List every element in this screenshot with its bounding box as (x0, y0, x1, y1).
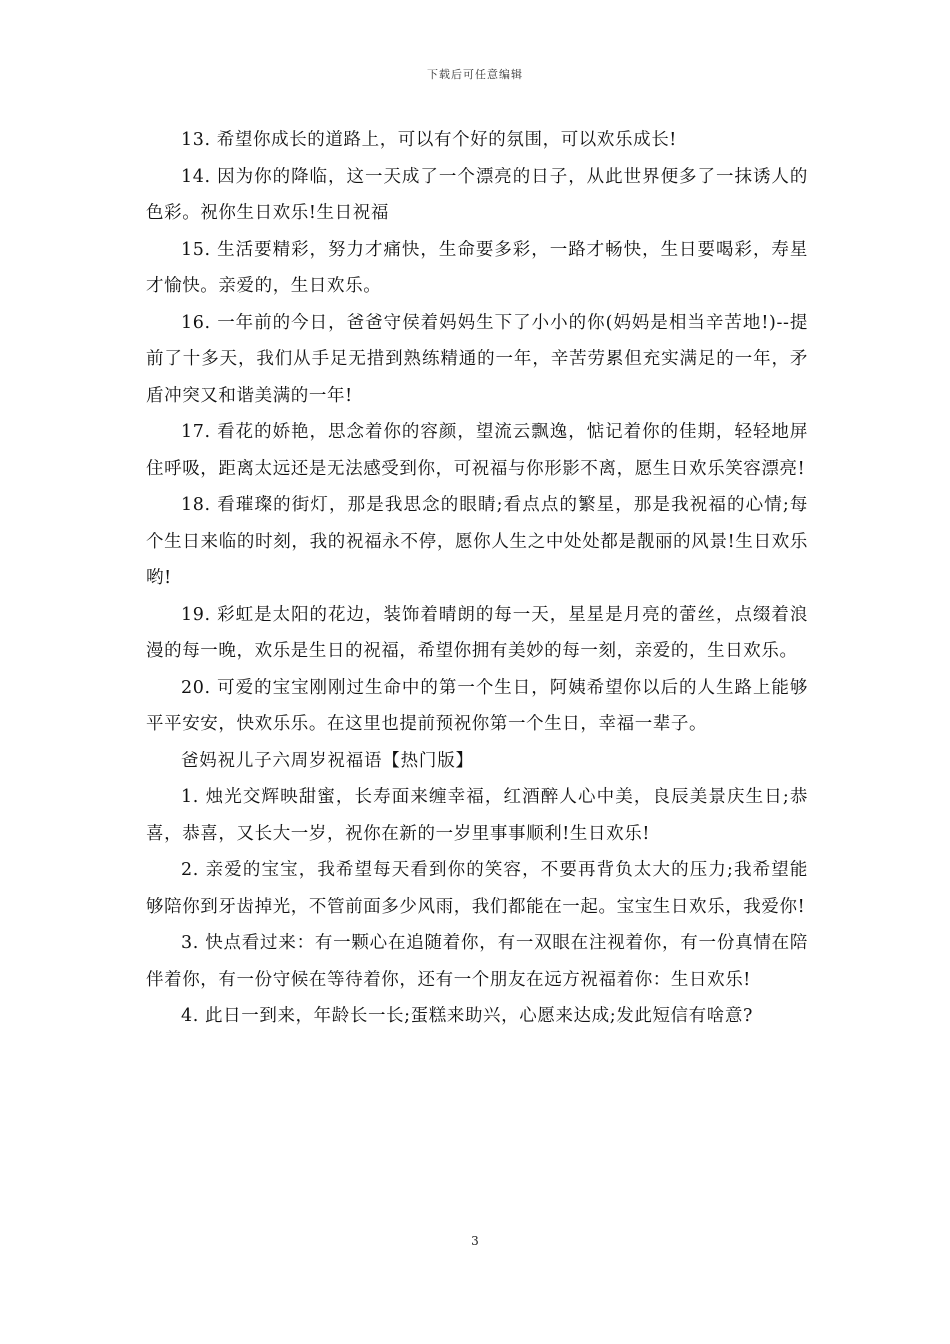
paragraph-14: 14. 因为你的降临，这一天成了一个漂亮的日子，从此世界便多了一抹诱人的色彩。祝你生日欢乐!生日祝福 (146, 166, 808, 223)
page-header: 下载后可任意编辑 (427, 68, 523, 81)
document-body (146, 122, 808, 1035)
section-heading: 爸妈祝儿子六周岁祝福语【热门版】 (181, 750, 474, 771)
paragraph-20: 20. 可爱的宝宝刚刚过生命中的第一个生日，阿姨希望你以后的人生路上能够平平安安，快欢乐乐。在这里也提前预祝你第一个生日，幸福一辈子。 (146, 677, 808, 734)
paragraph-19: 19. 彩虹是太阳的花边，装饰着晴朗的每一天，星星是月亮的蕾丝，点缀着浪漫的每一晚，欢乐是生日的祝福，希望你拥有美妙的每一刻，亲爱的，生日欢乐。 (146, 604, 808, 661)
paragraph-17: 17. 看花的娇艳，思念着你的容颜，望流云飘逸，惦记着你的佳期，轻轻地屏住呼吸，距离太远还是无法感受到你，可祝福与你形影不离，愿生日欢乐笑容漂亮! (146, 422, 808, 479)
paragraph-15: 15. 生活要精彩，努力才痛快，生命要多彩，一路才畅快，生日要喝彩，寿星才愉快。亲爱的，生日欢乐。 (146, 239, 808, 296)
paragraph-16: 16. 一年前的今日，爸爸守侯着妈妈生下了小小的你(妈妈是相当辛苦地!)--提前了十多天，我们从手足无措到熟练精通的一年，辛苦劳累但充实满足的一年，矛盾冲突又和谐美满的一年! (146, 312, 808, 406)
paragraph-2: 2. 亲爱的宝宝，我希望每天看到你的笑容，不要再背负太大的压力;我希望能够陪你到牙齿掉光，不管前面多少风雨，我们都能在一起。宝宝生日欢乐，我爱你! (146, 860, 808, 917)
paragraph-18: 18. 看璀璨的街灯，那是我思念的眼睛;看点点的繁星，那是我祝福的心情;每个生日来临的时刻，我的祝福永不停，愿你人生之中处处都是靓丽的风景!生日欢乐哟! (146, 495, 808, 588)
page-number: 3 (471, 1234, 479, 1248)
paragraph-4: 4. 此日一到来，年龄长一长;蛋糕来助兴，心愿来达成;发此短信有啥意? (181, 1006, 753, 1026)
paragraph-13: 13. 希望你成长的道路上，可以有个好的氛围，可以欢乐成长! (181, 130, 677, 150)
paragraph-3: 3. 快点看过来：有一颗心在追随着你，有一双眼在注视着你，有一份真情在陪伴着你，有一份守候在等待着你，还有一个朋友在远方祝福着你：生日欢乐! (146, 933, 808, 990)
paragraph-1: 1. 烛光交辉映甜蜜，长寿面来缠幸福，红酒醉人心中美，良辰美景庆生日;恭喜，恭喜，又长大一岁，祝你在新的一岁里事事顺利!生日欢乐! (146, 787, 808, 844)
